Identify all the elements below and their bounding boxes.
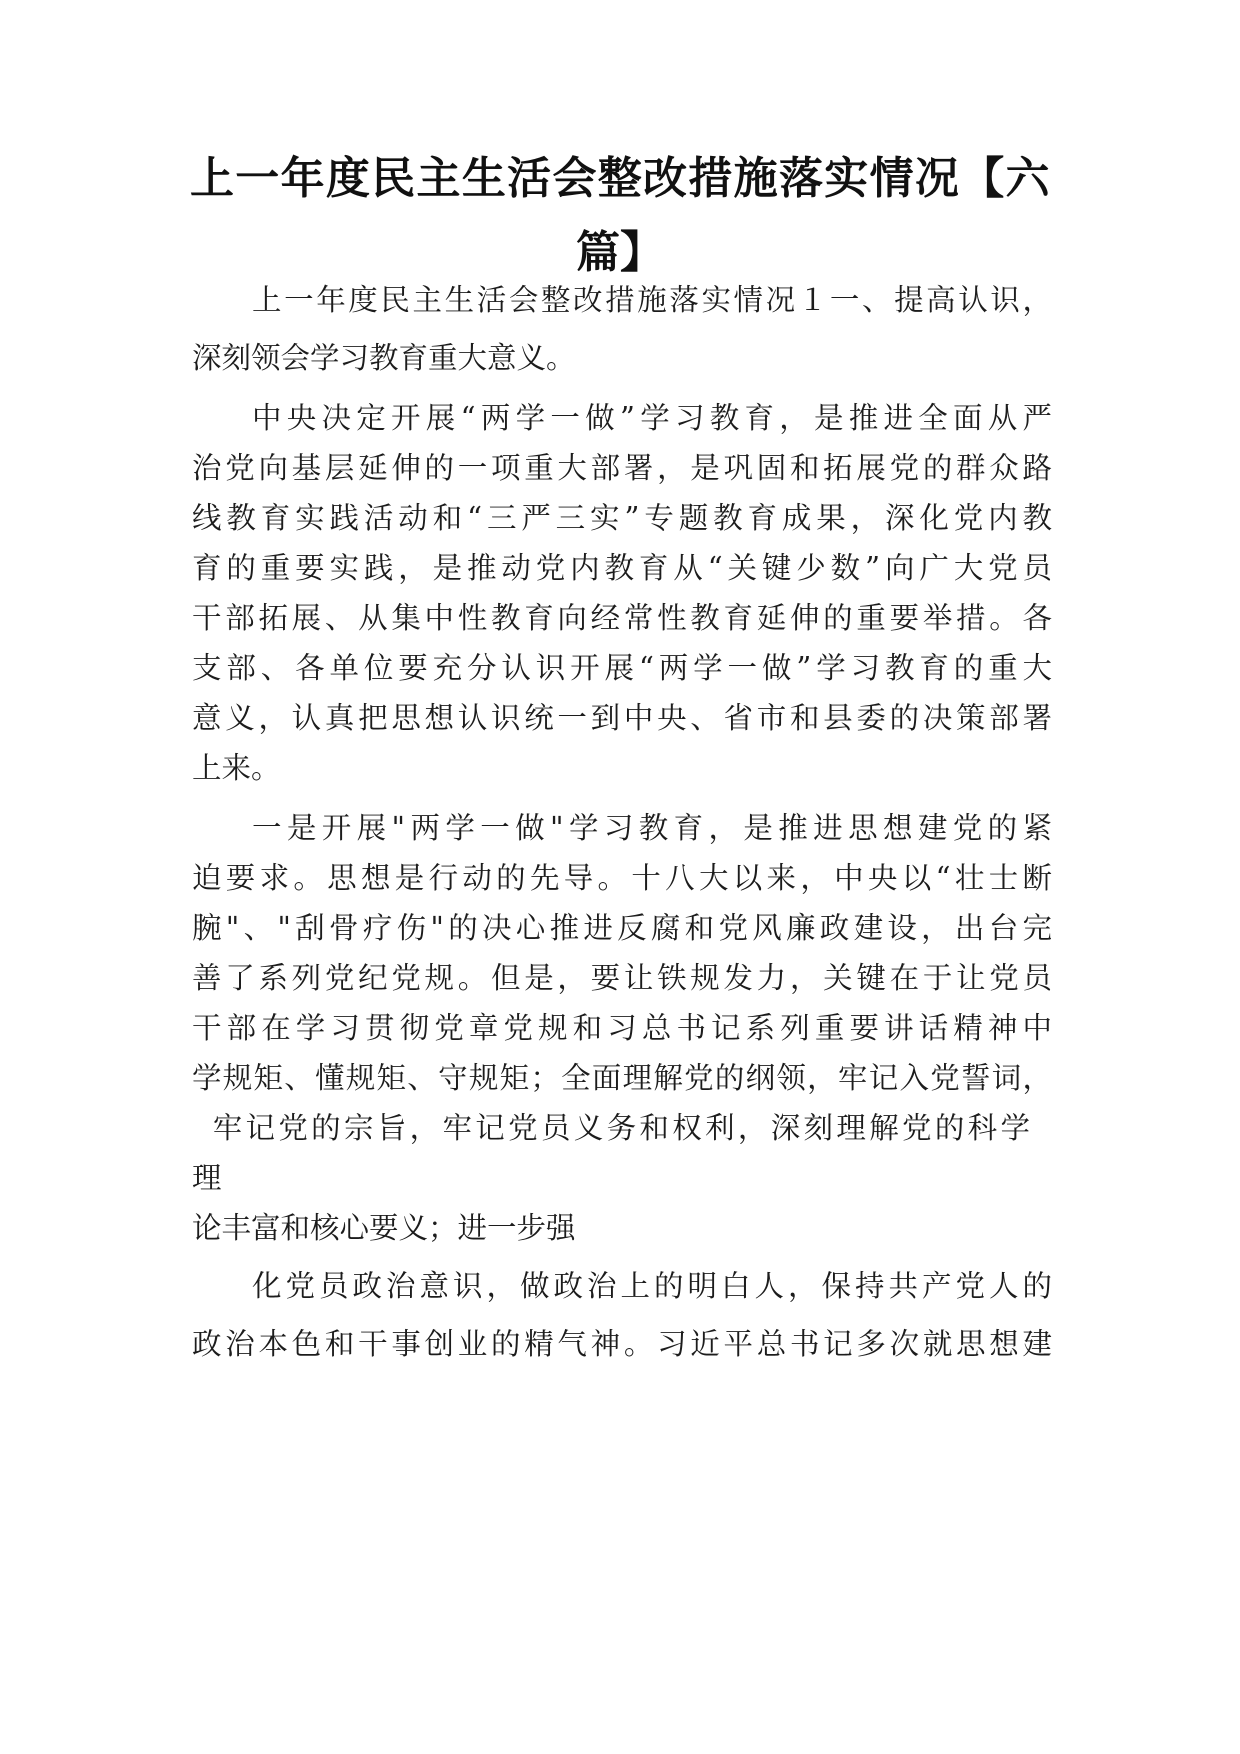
paragraph-line: 一是开展"两学一做"学习教育，是推进思想建党的紧	[252, 811, 1052, 845]
paragraph-line: 论丰富和核心要义；进一步强	[192, 1211, 576, 1245]
paragraph-line: 腕"、"刮骨疗伤"的决心推进反腐和党风廉政建设，出台完	[192, 911, 1052, 945]
paragraph-line: 学规矩、懂规矩、守规矩；全面理解党的纲领，牢记入党誓词，	[192, 1061, 1052, 1095]
paragraph-line: 牢记党的宗旨，牢记党员义务和权利，深刻理解党的科学	[200, 1111, 1030, 1145]
paragraph-line: 意义，认真把思想认识统一到中央、省市和县委的决策部署	[192, 701, 1052, 735]
paragraph-line: 化党员政治意识，做政治上的明白人，保持共产党人的	[252, 1269, 1052, 1303]
paragraph-line: 理	[192, 1161, 222, 1195]
paragraph-line: 上来。	[192, 751, 281, 785]
paragraph-line: 干部在学习贯彻党章党规和习总书记系列重要讲话精神中	[192, 1011, 1052, 1045]
document-title-continued: 篇】	[576, 227, 664, 278]
paragraph-line: 善了系列党纪党规。但是，要让铁规发力，关键在于让党员	[192, 961, 1052, 995]
paragraph-line: 治党向基层延伸的一项重大部署，是巩固和拓展党的群众路	[192, 451, 1052, 485]
paragraph-line: 支部、各单位要充分认识开展“两学一做”学习教育的重大	[192, 651, 1052, 685]
paragraph-line: 上一年度民主生活会整改措施落实情况１一、提高认识，	[252, 283, 1052, 317]
paragraph-line: 干部拓展、从集中性教育向经常性教育延伸的重要举措。各	[192, 601, 1052, 635]
paragraph-line: 育的重要实践，是推动党内教育从“关键少数”向广大党员	[192, 551, 1052, 585]
paragraph-line: 深刻领会学习教育重大意义。	[192, 341, 576, 375]
document-title: 上一年度民主生活会整改措施落实情况【六	[190, 153, 1050, 204]
paragraph-line: 线教育实践活动和“三严三实”专题教育成果，深化党内教	[192, 501, 1052, 535]
paragraph-line: 迫要求。思想是行动的先导。十八大以来，中央以“壮士断	[192, 861, 1052, 895]
paragraph-line: 中央决定开展“两学一做”学习教育，是推进全面从严	[252, 401, 1052, 435]
paragraph-line: 政治本色和干事创业的精气神。习近平总书记多次就思想建	[192, 1327, 1052, 1361]
